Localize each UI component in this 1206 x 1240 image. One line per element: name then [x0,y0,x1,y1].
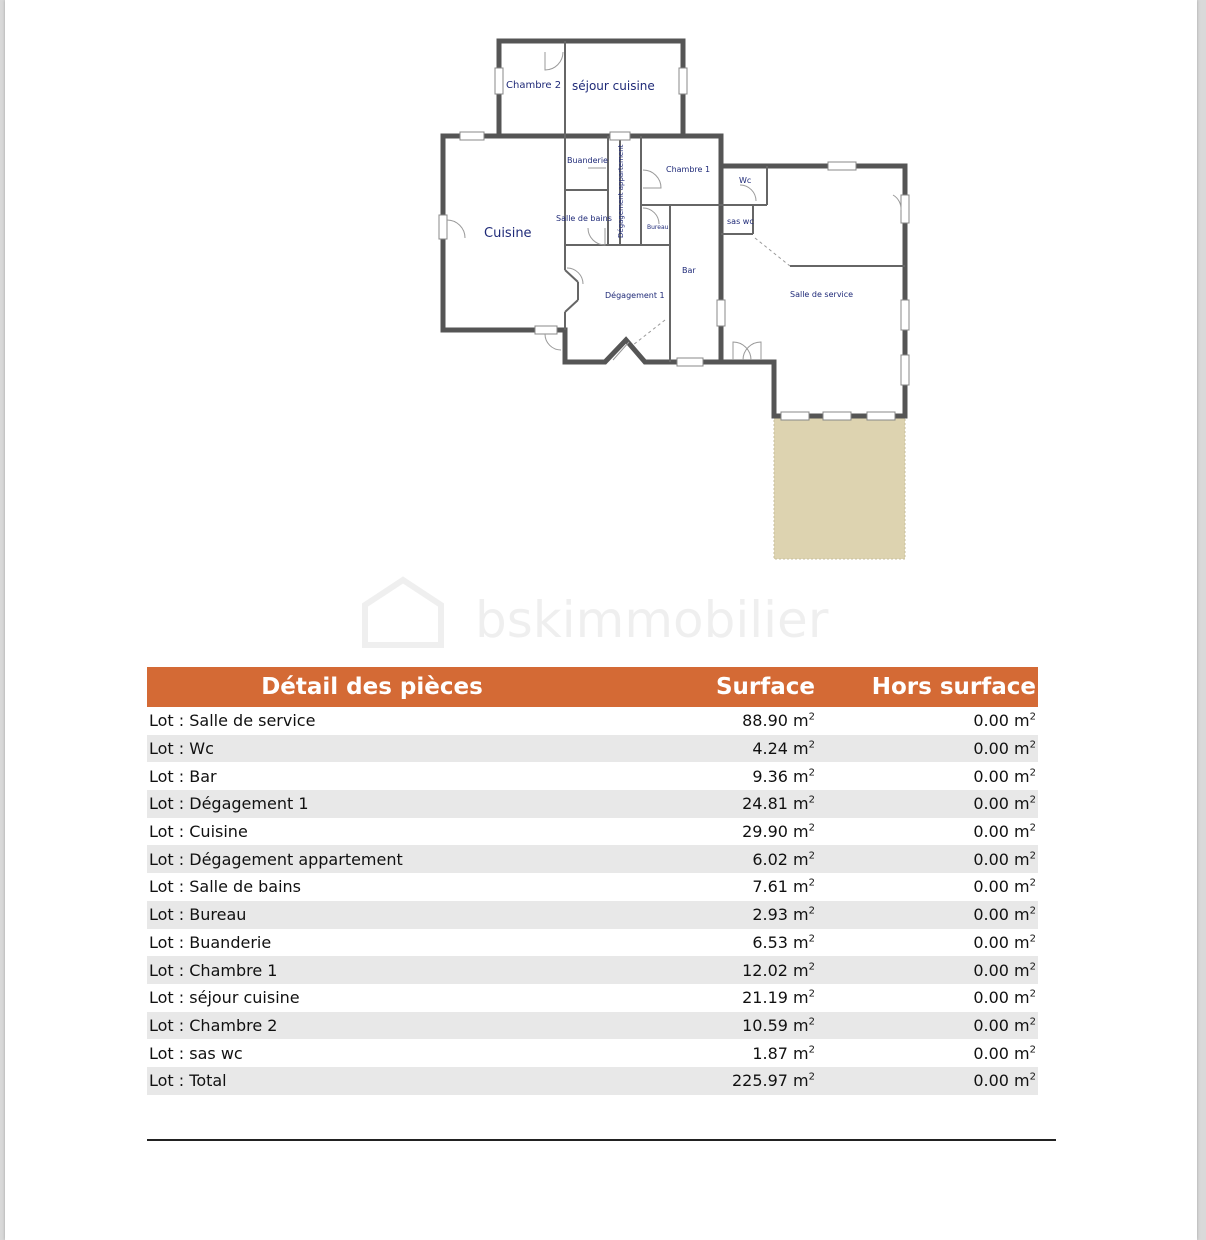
surface-cell: 1.87 $m^2$ [752,1043,815,1063]
unit-label: m [793,822,809,842]
header-hors-surface: Hors surface [817,667,1038,707]
unit-exponent: 2 [808,1044,815,1056]
unit-exponent: 2 [808,961,815,973]
unit-exponent: 2 [808,905,815,917]
floor-plan [5,0,1197,570]
unit-label: m [1014,905,1030,925]
surface-cell: 6.53 $m^2$ [752,932,815,952]
unit-exponent: 2 [808,933,815,945]
unit-label: m [1014,739,1030,759]
unit-exponent: 2 [1029,1016,1036,1028]
unit-label: m [1014,960,1030,980]
room-label: Salle de service [790,290,854,299]
rooms-table [147,667,1038,1095]
room-label: Buanderie [567,156,608,165]
unit-exponent: 2 [1029,905,1036,917]
room-label: Bar [682,266,696,275]
surface-cell: 88.90 $m^2$ [742,711,815,731]
unit-label: m [793,1071,809,1091]
unit-label: m [1014,932,1030,952]
unit-label: m [793,988,809,1008]
room-name-cell: Lot : séjour cuisine [149,988,300,1008]
room-name-cell: Lot : Dégagement appartement [147,845,597,873]
room-name-cell: Lot : Chambre 2 [147,1012,597,1040]
unit-label: m [793,1043,809,1063]
surface-cell: 21.19 $m^2$ [742,988,815,1008]
unit-label: m [1014,1043,1030,1063]
room-name-cell: Lot : Bar [149,766,217,786]
unit-exponent: 2 [808,712,815,724]
hors-surface-cell: 0.00 $m^2$ [817,735,1038,763]
hors-surface-cell: 0.00 $m^2$ [973,932,1036,952]
unit-exponent: 2 [1029,767,1036,779]
watermark-text: bskimmobilier [475,591,829,649]
room-name-cell: Lot : sas wc [149,1043,243,1063]
room-label: Bureau [647,224,669,231]
room-label: Cuisine [484,226,532,241]
table-row [147,956,1038,984]
room-label: Dégagement appartement [617,144,625,238]
room-name-cell: Lot : Chambre 1 [147,956,597,984]
table-row [147,845,1038,873]
surface-cell: 10.59 $m^2$ [597,1012,817,1040]
windows [439,68,909,420]
room-label: Chambre 1 [666,165,711,174]
table-row [147,1039,1038,1067]
unit-label: m [1014,1015,1030,1035]
unit-label: m [793,794,809,814]
table-row [147,707,1038,735]
surface-cell: 4.24 $m^2$ [597,735,817,763]
unit-label: m [793,739,809,759]
room-name-cell: Lot : Total [147,1067,597,1095]
unit-exponent: 2 [1029,933,1036,945]
table-row [147,762,1038,790]
table-row [147,818,1038,846]
unit-exponent: 2 [1029,822,1036,834]
hors-surface-cell: 0.00 $m^2$ [817,790,1038,818]
unit-exponent: 2 [808,988,815,1000]
surface-cell: 7.61 $m^2$ [752,877,815,897]
terrace-area [774,418,905,559]
surface-cell: 2.93 $m^2$ [597,901,817,929]
unit-exponent: 2 [808,822,815,834]
unit-label: m [793,1015,809,1035]
room-label: Wc [739,176,752,185]
table-row [147,929,1038,957]
unit-label: m [1014,711,1030,731]
room-name-cell: Lot : Bureau [147,901,597,929]
hors-surface-cell: 0.00 $m^2$ [973,988,1036,1008]
unit-exponent: 2 [1029,878,1036,890]
unit-label: m [793,905,809,925]
hors-surface-cell: 0.00 $m^2$ [973,711,1036,731]
unit-label: m [1014,877,1030,897]
room-label: sas wc [727,217,754,226]
unit-label: m [793,849,809,869]
room-label: séjour cuisine [572,79,655,93]
surface-cell: 9.36 $m^2$ [752,766,815,786]
document-page [5,0,1197,1240]
hors-surface-cell: 0.00 $m^2$ [817,901,1038,929]
table-header-row [147,667,1038,707]
unit-label: m [793,877,809,897]
unit-exponent: 2 [808,795,815,807]
unit-label: m [1014,766,1030,786]
table-row [147,984,1038,1012]
unit-label: m [1014,1071,1030,1091]
table-row [147,901,1038,929]
hors-surface-cell: 0.00 $m^2$ [817,956,1038,984]
surface-cell: 29.90 $m^2$ [742,822,815,842]
room-name-cell: Lot : Dégagement 1 [147,790,597,818]
unit-exponent: 2 [808,850,815,862]
hors-surface-cell: 0.00 $m^2$ [973,877,1036,897]
unit-label: m [1014,988,1030,1008]
table-row [147,1067,1038,1095]
unit-exponent: 2 [808,1071,815,1083]
unit-exponent: 2 [808,767,815,779]
unit-label: m [1014,822,1030,842]
unit-exponent: 2 [1029,961,1036,973]
hors-surface-cell: 0.00 $m^2$ [973,1043,1036,1063]
unit-exponent: 2 [1029,739,1036,751]
unit-exponent: 2 [1029,1071,1036,1083]
unit-exponent: 2 [1029,1044,1036,1056]
unit-exponent: 2 [1029,712,1036,724]
unit-exponent: 2 [1029,988,1036,1000]
room-name-cell: Lot : Salle de bains [149,877,302,897]
unit-label: m [793,960,809,980]
hors-surface-cell: 0.00 $m^2$ [817,845,1038,873]
surface-cell: 225.97 $m^2$ [597,1067,817,1095]
room-label: Dégagement 1 [605,291,665,300]
unit-label: m [793,766,809,786]
unit-label: m [793,932,809,952]
hors-surface-cell: 0.00 $m^2$ [973,822,1036,842]
hors-surface-cell: 0.00 $m^2$ [817,1067,1038,1095]
header-surface: Surface [597,667,817,707]
room-label: Chambre 2 [506,80,562,91]
table-row [147,790,1038,818]
unit-exponent: 2 [1029,850,1036,862]
unit-label: m [1014,849,1030,869]
header-detail: Détail des pièces [147,667,597,707]
table-row [147,1012,1038,1040]
surface-cell: 24.81 $m^2$ [597,790,817,818]
hors-surface-cell: 0.00 $m^2$ [817,1012,1038,1040]
surface-cell: 12.02 $m^2$ [597,956,817,984]
room-name-cell: Lot : Salle de service [149,711,316,731]
watermark-logo [355,575,875,655]
table-row [147,735,1038,763]
room-name-cell: Lot : Cuisine [149,822,248,842]
table-row [147,873,1038,901]
unit-label: m [1014,794,1030,814]
surface-cell: 6.02 $m^2$ [597,845,817,873]
unit-exponent: 2 [808,878,815,890]
room-name-cell: Lot : Buanderie [149,932,272,952]
room-name-cell: Lot : Wc [147,735,597,763]
unit-label: m [793,711,809,731]
bottom-rule [147,1139,1056,1141]
room-label: Salle de bains [556,214,612,223]
hors-surface-cell: 0.00 $m^2$ [973,766,1036,786]
unit-exponent: 2 [808,739,815,751]
unit-exponent: 2 [1029,795,1036,807]
unit-exponent: 2 [808,1016,815,1028]
